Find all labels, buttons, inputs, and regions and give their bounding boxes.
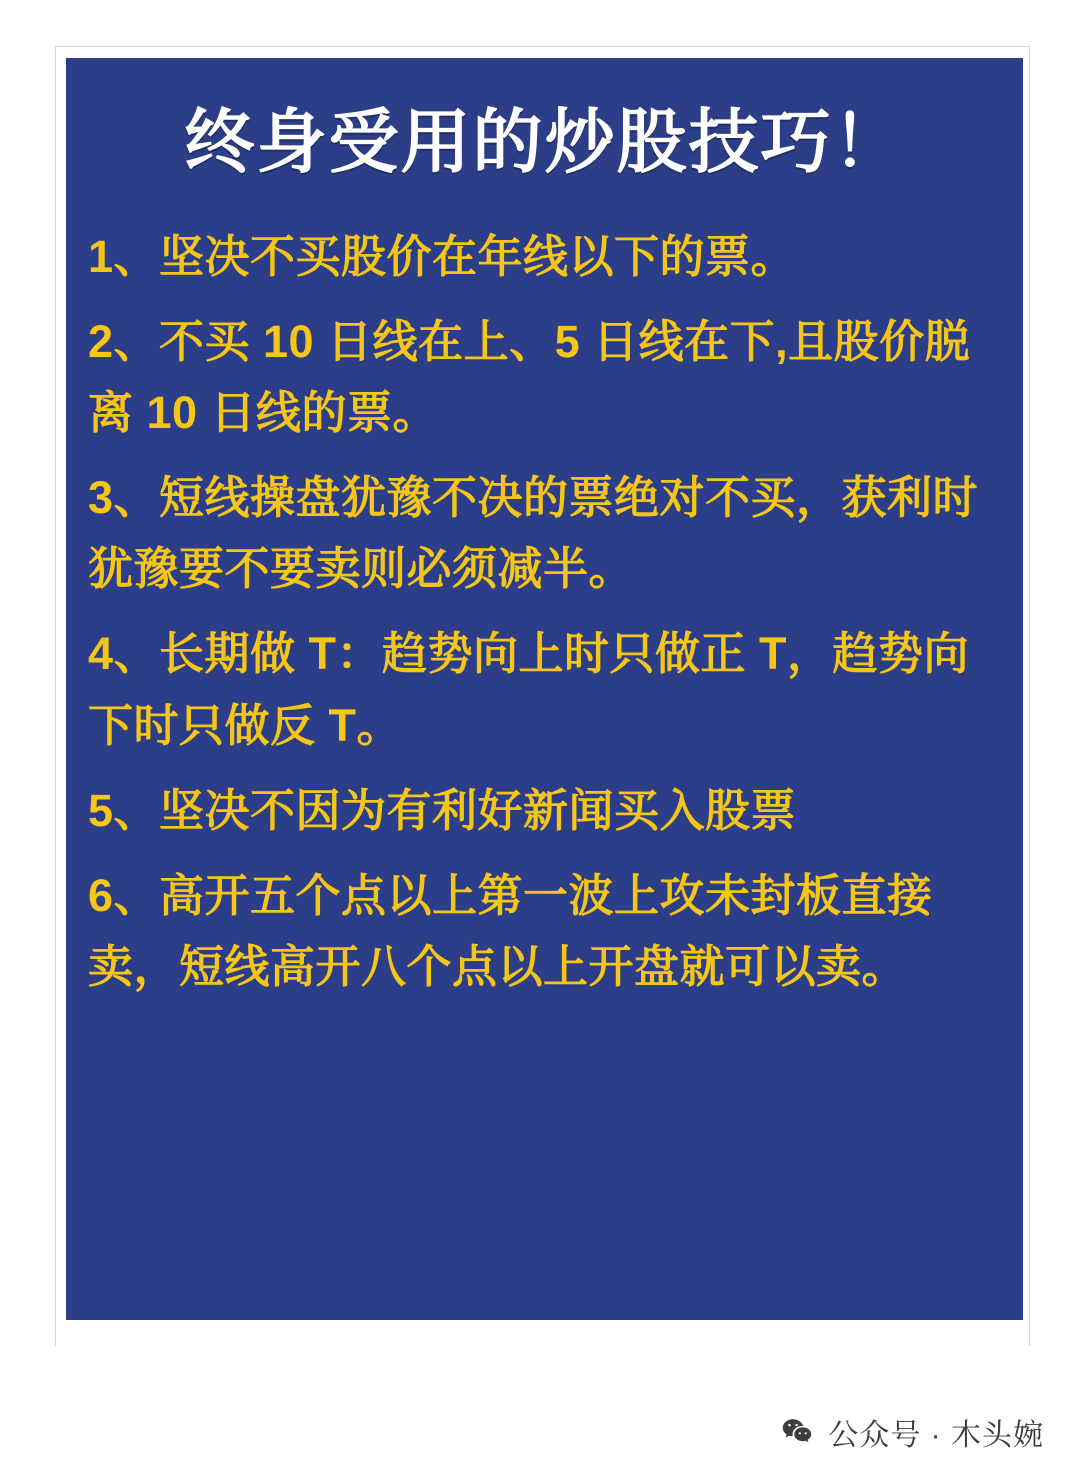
wechat-icon	[780, 1415, 814, 1449]
list-item: 3、短线操盘犹豫不决的票绝对不买，获利时犹豫要不要卖则必须减半。	[88, 472, 979, 595]
poster-panel	[66, 58, 1023, 1320]
list-item: 2、不买 10 日线在上、5 日线在下,且股价脱离 10 日线的票。	[88, 316, 971, 439]
page-border-left	[55, 46, 56, 1346]
list-item: 1、坚决不买股价在年线以下的票。	[88, 231, 797, 282]
list-item: 6、高开五个点以上第一波上攻未封板直接卖，短线高开八个点以上开盘就可以卖。	[88, 869, 933, 992]
list-item: 4、长期做 T：趋势向上时只做正 T，趋势向下时只做反 T。	[88, 628, 970, 751]
page-border-right	[1029, 46, 1030, 1346]
tips-list	[88, 221, 1001, 1002]
wechat-account-label: 公众号 · 木头婉	[828, 1419, 1044, 1452]
page-border-top	[55, 46, 1030, 47]
wechat-account-tag	[780, 1410, 1044, 1454]
list-item: 5、坚决不因为有利好新闻买入股票	[88, 784, 797, 836]
page-title: 终身受用的炒股技巧！	[184, 103, 905, 181]
